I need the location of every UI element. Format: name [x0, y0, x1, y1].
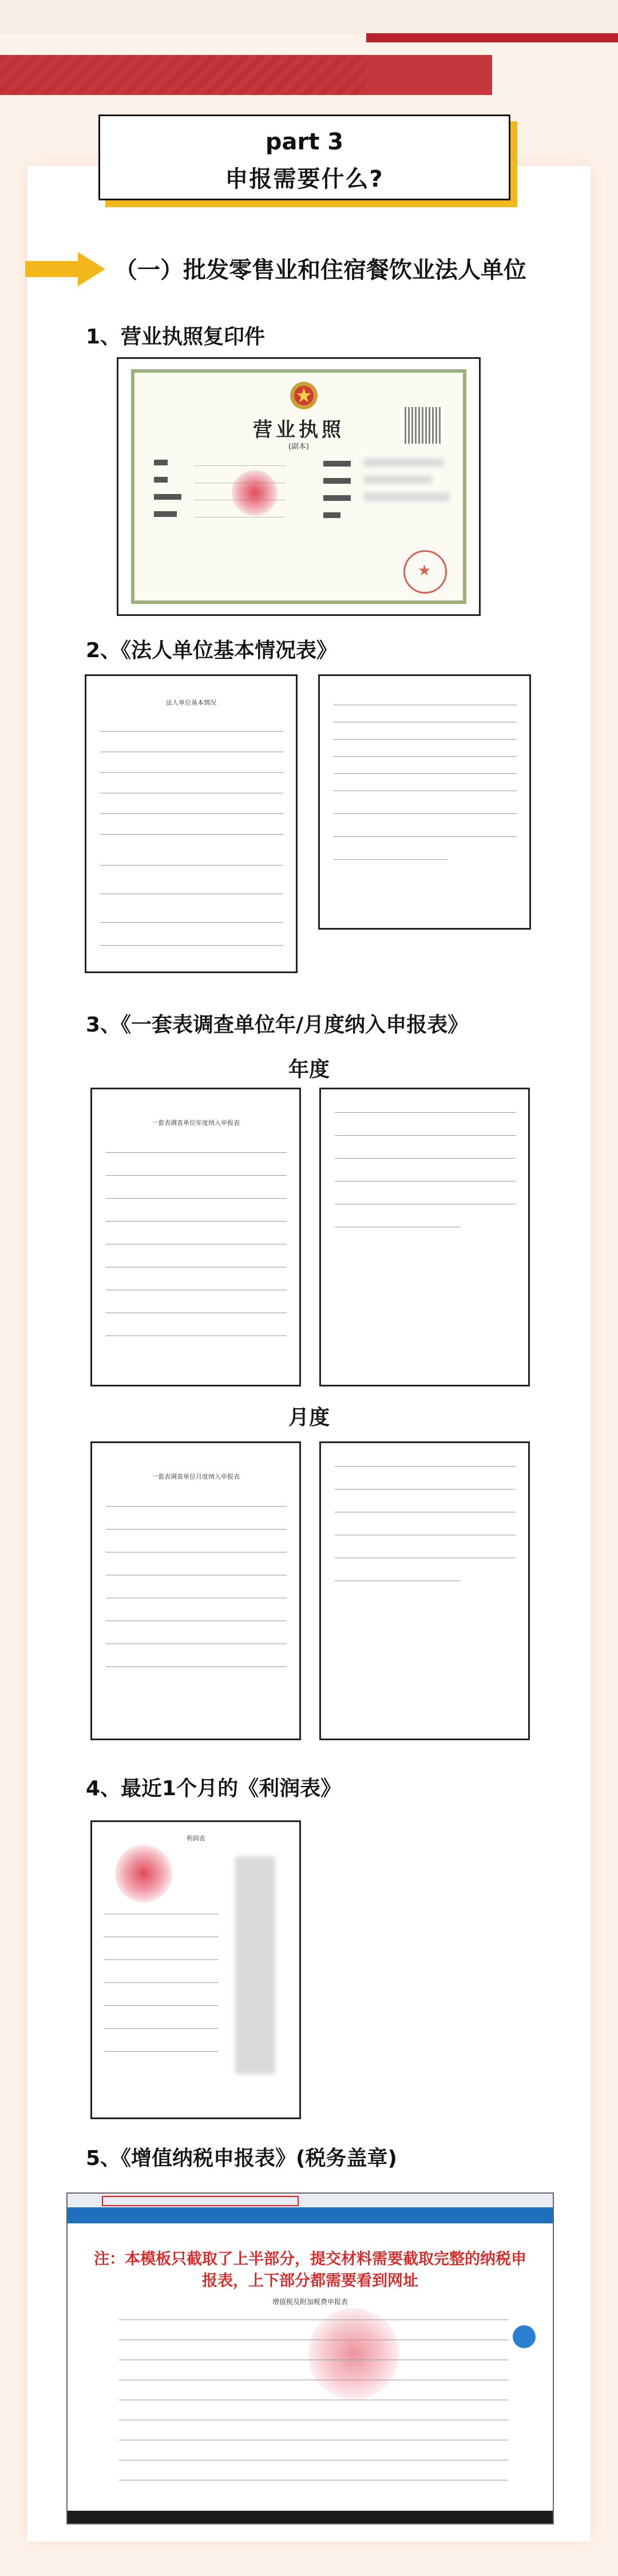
top-red-banner-texture	[0, 55, 366, 95]
section-2-heading: 2、《法人单位基本情况表》	[86, 639, 338, 662]
arrow-right-icon	[25, 252, 105, 286]
license-right-fields	[323, 459, 461, 518]
page-title: 申报需要什么?	[225, 166, 384, 192]
profit-statement-image	[90, 1820, 301, 2119]
taskbar	[68, 2511, 553, 2523]
blurred-values	[235, 1856, 275, 2074]
annual-subheading: 年度	[288, 1058, 330, 1081]
vat-notice: 注：本模板只截取了上半部分，提交材料需要截取完整的纳税申报表，上下部分都需要看到网址	[94, 2250, 526, 2290]
national-emblem-icon	[289, 381, 319, 410]
official-seal: ★	[403, 550, 447, 594]
qr-code	[405, 407, 441, 444]
category-heading: （一）批发零售业和住宿餐饮业法人单位	[114, 257, 526, 283]
top-band	[0, 0, 618, 34]
license-border	[131, 369, 466, 604]
part-label: part 3	[265, 129, 344, 155]
browser-bar	[68, 2194, 553, 2207]
monthly-form-page-1	[90, 1441, 301, 1740]
basic-form-title: 法人单位基本情况	[166, 699, 216, 706]
section-1-heading: 1、营业执照复印件	[86, 325, 266, 349]
business-license-image	[117, 357, 481, 616]
top-red-stripe	[366, 33, 618, 42]
annual-form-page-2	[319, 1088, 530, 1386]
vat-form-title: 增值税及附加税费申报表	[272, 2298, 348, 2306]
tax-site-header	[68, 2207, 553, 2223]
monthly-form-title: 一套表调查单位月度纳入申报表	[152, 1473, 240, 1480]
license-title: 营业执照	[253, 418, 344, 441]
section-3-heading: 3、《一套表调查单位年/月度纳入申报表》	[86, 1013, 469, 1037]
basic-info-form-page-1	[85, 674, 298, 973]
annual-form-page-1	[90, 1088, 301, 1386]
basic-info-form-page-2	[318, 674, 531, 930]
monthly-form-page-2	[319, 1441, 530, 1740]
assistant-avatar-icon	[513, 2325, 536, 2348]
profit-form-title: 利润表	[186, 1835, 205, 1842]
vat-return-screenshot	[66, 2192, 554, 2524]
license-copy-label: (副本)	[288, 442, 310, 451]
blurred-company-stamp	[115, 1845, 172, 1902]
tax-seal	[308, 2308, 399, 2400]
monthly-subheading: 月度	[288, 1406, 330, 1429]
annual-form-title: 一套表调查单位年度纳入申报表	[152, 1119, 240, 1127]
section-5-heading: 5、《增值纳税申报表》(税务盖章)	[86, 2147, 397, 2170]
url-highlight	[102, 2196, 299, 2206]
blurred-name-stamp	[232, 470, 278, 516]
section-4-heading: 4、最近1个月的《利润表》	[86, 1777, 342, 1800]
title-box	[98, 114, 510, 200]
